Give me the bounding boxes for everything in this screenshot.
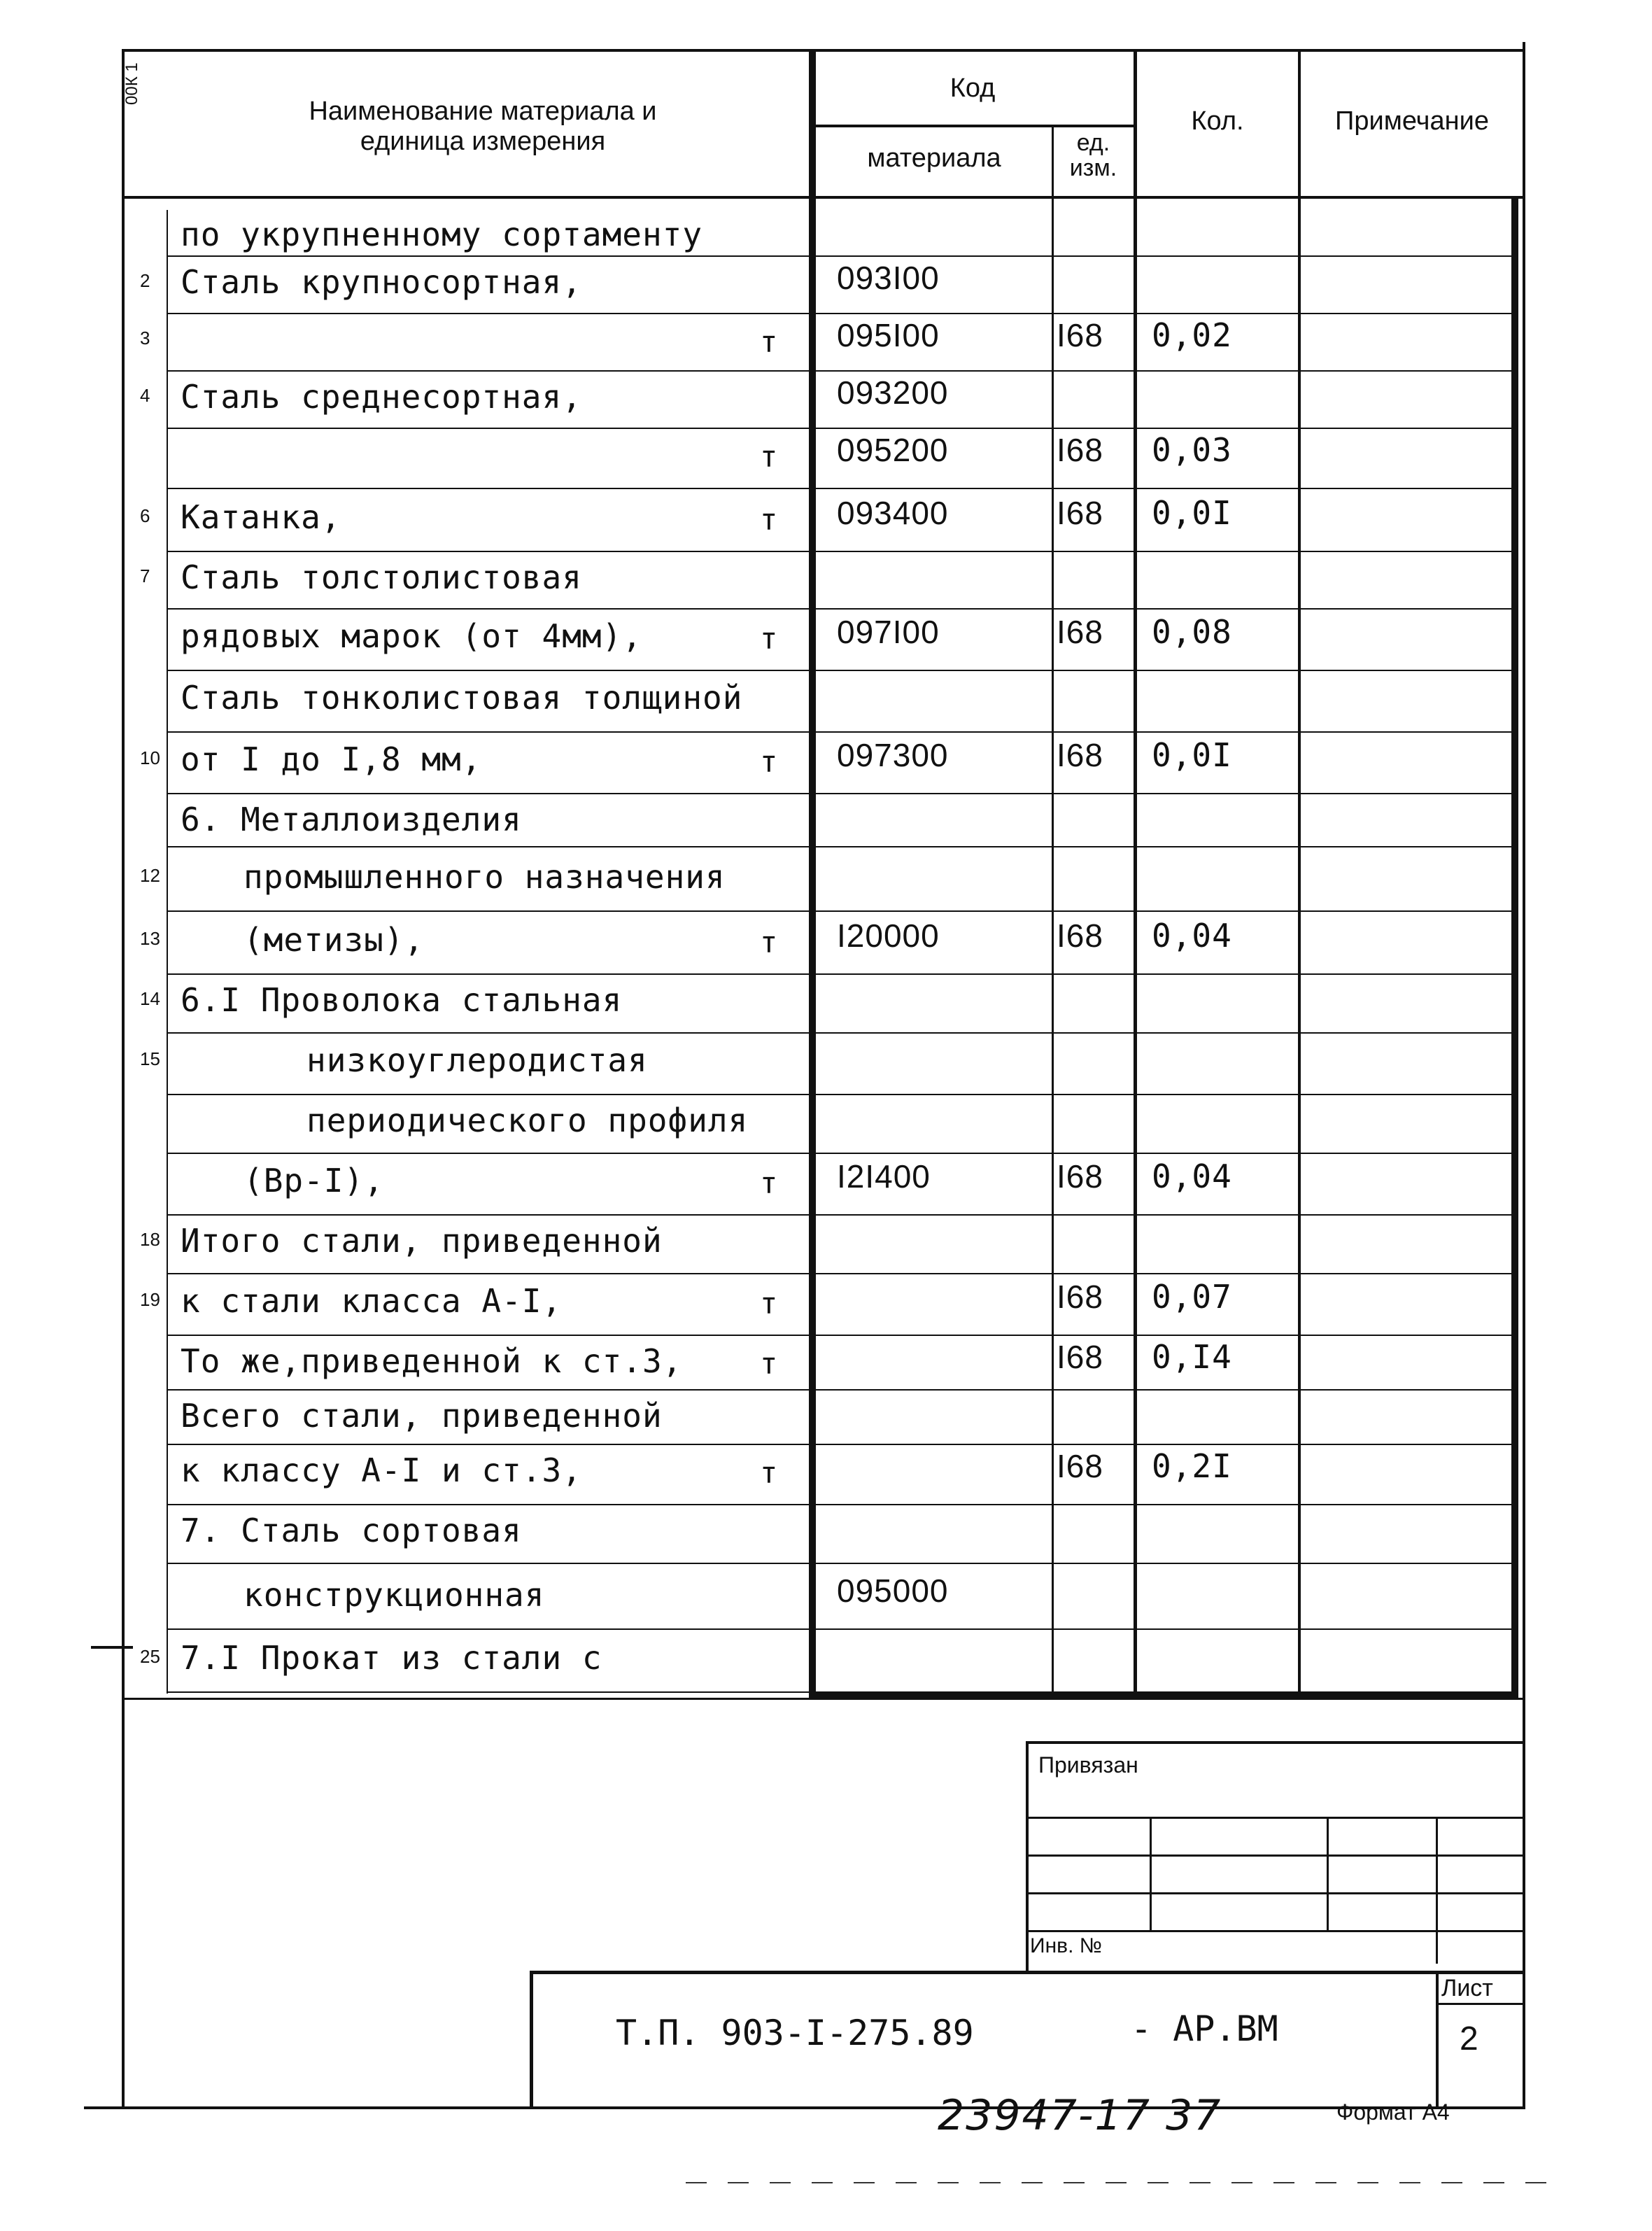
table-row	[0, 553, 1652, 610]
material-name: к классу А-I и ст.3,	[181, 1451, 582, 1489]
col-material-header: материала	[867, 143, 1001, 173]
material-code: 093I00	[837, 260, 940, 296]
row-line	[168, 1153, 1511, 1154]
material-name: Сталь крупносортная,	[181, 263, 582, 301]
material-name: по укрупненному сортаменту	[181, 216, 703, 253]
material-name: промышленного назначения	[243, 858, 726, 896]
table-row	[0, 1096, 1652, 1155]
quantity: 0,04	[1152, 1157, 1232, 1195]
row-line	[168, 370, 1511, 372]
row-line	[168, 1389, 1511, 1391]
sheet-number: 2	[1460, 2020, 1478, 2057]
table-row	[0, 672, 1652, 733]
side-mark: 00К 1	[122, 62, 141, 105]
material-code: 095I00	[837, 317, 940, 353]
title-block-left	[530, 1971, 533, 2109]
row-number: 25	[140, 1646, 160, 1667]
table-row	[0, 210, 1652, 258]
table-row	[0, 976, 1652, 1034]
row-line	[168, 255, 1511, 257]
table-row	[0, 1506, 1652, 1565]
row-number: 12	[140, 865, 160, 886]
stamp-row-line-2	[1026, 1855, 1525, 1857]
stamp-col-line-2	[1327, 1817, 1329, 1932]
material-code: 093200	[837, 374, 949, 411]
material-name: Сталь толстолистовая	[181, 558, 582, 596]
row-line	[168, 1094, 1511, 1095]
frame-top-line	[122, 49, 1525, 52]
material-name: (Вр-I),	[243, 1162, 384, 1199]
unit-code: I68	[1057, 1448, 1103, 1484]
table-row	[0, 1275, 1652, 1337]
material-code: 097I00	[837, 614, 940, 650]
handwritten-number: 23947-17 37	[938, 2091, 1222, 2140]
bottom-dashed-line	[686, 2182, 1553, 2183]
col-code-header: Код	[949, 73, 996, 103]
material-name: от I до I,8 мм,	[181, 740, 482, 778]
unit-t-mark: т	[760, 621, 778, 656]
row-number: 4	[140, 385, 150, 406]
stamp-col-line-1	[1150, 1817, 1152, 1932]
row-number: 15	[140, 1048, 160, 1069]
bound-label: Привязан	[1038, 1752, 1138, 1778]
row-line	[168, 1335, 1511, 1336]
sheet-cell-divider	[1436, 2003, 1525, 2005]
row-number: 7	[140, 565, 150, 586]
row-line	[168, 551, 1511, 552]
table-row	[0, 430, 1652, 490]
row-line	[168, 608, 1511, 610]
row-line	[168, 1504, 1511, 1505]
stamp-top-line	[1026, 1741, 1525, 1744]
col-note-header: Примечание	[1335, 106, 1489, 136]
row-line	[168, 731, 1511, 733]
quantity: 0,2I	[1152, 1447, 1232, 1485]
row-number: 14	[140, 988, 160, 1009]
row-number: 2	[140, 270, 150, 291]
row-number: 18	[140, 1229, 160, 1250]
quantity: 0,I4	[1152, 1338, 1232, 1376]
table-row	[0, 913, 1652, 976]
stamp-row-line-3	[1026, 1892, 1525, 1894]
unit-code: I68	[1057, 917, 1103, 954]
table-row	[0, 733, 1652, 795]
doc-suffix: - АР.ВМ	[1131, 2008, 1278, 2049]
unit-t-mark: т	[760, 925, 778, 959]
material-name: рядовых марок (от 4мм),	[181, 617, 642, 655]
material-name: Сталь тонколистовая толщиной	[181, 679, 743, 717]
unit-code: I68	[1057, 495, 1103, 531]
unit-code: I68	[1057, 1158, 1103, 1195]
material-code: 095200	[837, 432, 949, 468]
unit-header-divider	[1052, 125, 1054, 199]
material-name: (метизы),	[243, 921, 425, 959]
row-line	[168, 313, 1511, 314]
row-number: 6	[140, 505, 150, 526]
unit-code: I68	[1057, 432, 1103, 468]
table-row	[0, 848, 1652, 913]
material-name: То же,приведенной к ст.3,	[181, 1342, 683, 1380]
quantity: 0,02	[1152, 316, 1232, 354]
row-number: 10	[140, 747, 160, 768]
stamp-left-line	[1026, 1741, 1029, 1972]
unit-code: I68	[1057, 317, 1103, 353]
table-bottom-line	[122, 1698, 1525, 1700]
material-name: 6. Металлоизделия	[181, 801, 522, 838]
left-margin-tick	[91, 1646, 133, 1649]
quantity: 0,04	[1152, 917, 1232, 955]
unit-t-mark: т	[760, 502, 778, 537]
col-unit-header: ед. изм.	[1069, 129, 1117, 181]
table-row	[0, 372, 1652, 430]
unit-t-mark: т	[760, 325, 778, 359]
unit-code: I68	[1057, 1339, 1103, 1375]
row-line	[168, 1032, 1511, 1034]
row-number: 19	[140, 1289, 160, 1310]
row-line	[168, 1214, 1511, 1216]
sheet-label: Лист	[1441, 1975, 1493, 2001]
material-code: I20000	[837, 917, 940, 954]
material-name: 6.I Проволока стальная	[181, 981, 623, 1019]
sheet-cell-left	[1436, 1971, 1439, 2109]
material-name: конструкционная	[243, 1576, 545, 1614]
row-line	[168, 793, 1511, 794]
material-code: 095000	[837, 1572, 949, 1609]
table-row	[0, 1391, 1652, 1446]
material-name: 7. Сталь сортовая	[181, 1512, 522, 1549]
row-line	[168, 1273, 1511, 1274]
unit-t-mark: т	[760, 745, 778, 779]
header-bottom-line	[122, 196, 1525, 199]
stamp-col-line-3	[1436, 1817, 1438, 1964]
material-name: Катанка,	[181, 498, 341, 536]
table-row	[0, 490, 1652, 553]
material-name: низкоуглеродистая	[306, 1041, 648, 1079]
material-name: периодического профиля	[306, 1102, 749, 1139]
row-line	[168, 1444, 1511, 1445]
row-line	[168, 428, 1511, 429]
table-row	[0, 610, 1652, 672]
unit-t-mark: т	[760, 1286, 778, 1321]
material-code: 093400	[837, 495, 949, 531]
format-label: Формат А4	[1336, 2099, 1450, 2125]
unit-code: I68	[1057, 1279, 1103, 1315]
table-row	[0, 1034, 1652, 1096]
unit-t-mark: т	[760, 1456, 778, 1490]
material-name: Всего стали, приведенной	[181, 1397, 663, 1435]
code-subheader-line	[812, 125, 1135, 127]
row-line	[168, 488, 1511, 489]
col-qty-header: Кол.	[1191, 106, 1244, 136]
row-line	[168, 1628, 1511, 1630]
unit-code: I68	[1057, 614, 1103, 650]
quantity: 0,0I	[1152, 494, 1232, 532]
table-row	[0, 1565, 1652, 1631]
material-name: 7.I Прокат из стали с	[181, 1639, 602, 1677]
material-code: 097300	[837, 737, 949, 773]
quantity: 0,03	[1152, 431, 1232, 469]
material-name: Сталь среднесортная,	[181, 378, 582, 416]
table-row	[0, 1446, 1652, 1506]
material-name: Итого стали, приведенной	[181, 1222, 663, 1260]
inv-label: Инв. №	[1030, 1934, 1102, 1957]
quantity: 0,07	[1152, 1278, 1232, 1316]
row-line	[168, 1691, 1511, 1693]
unit-t-mark: т	[760, 1346, 778, 1381]
unit-t-mark: т	[760, 1166, 778, 1200]
row-line	[168, 670, 1511, 671]
row-line	[168, 910, 1511, 912]
material-code: I2I400	[837, 1158, 931, 1195]
table-row	[0, 258, 1652, 315]
table-row	[0, 1631, 1652, 1694]
material-name: к стали класса А-I,	[181, 1282, 563, 1320]
quantity: 0,08	[1152, 613, 1232, 651]
row-line	[168, 973, 1511, 975]
title-block-top	[530, 1971, 1525, 1974]
table-row	[0, 1155, 1652, 1216]
row-line	[168, 846, 1511, 847]
table-row	[0, 315, 1652, 372]
table-row	[0, 1337, 1652, 1391]
row-number: 13	[140, 928, 160, 949]
doc-code: Т.П. 903-I-275.89	[616, 2013, 974, 2053]
stamp-row-line-1	[1026, 1817, 1525, 1819]
frame-bottom-line	[84, 2106, 1525, 2109]
quantity: 0,0I	[1152, 736, 1232, 774]
table-row	[0, 1216, 1652, 1275]
stamp-row-line-4	[1026, 1930, 1525, 1932]
unit-code: I68	[1057, 737, 1103, 773]
table-row	[0, 795, 1652, 848]
unit-t-mark: т	[760, 439, 778, 474]
col-name-header: Наименование материала и единица измерения	[309, 97, 657, 156]
row-line	[168, 1563, 1511, 1564]
row-number: 3	[140, 328, 150, 349]
